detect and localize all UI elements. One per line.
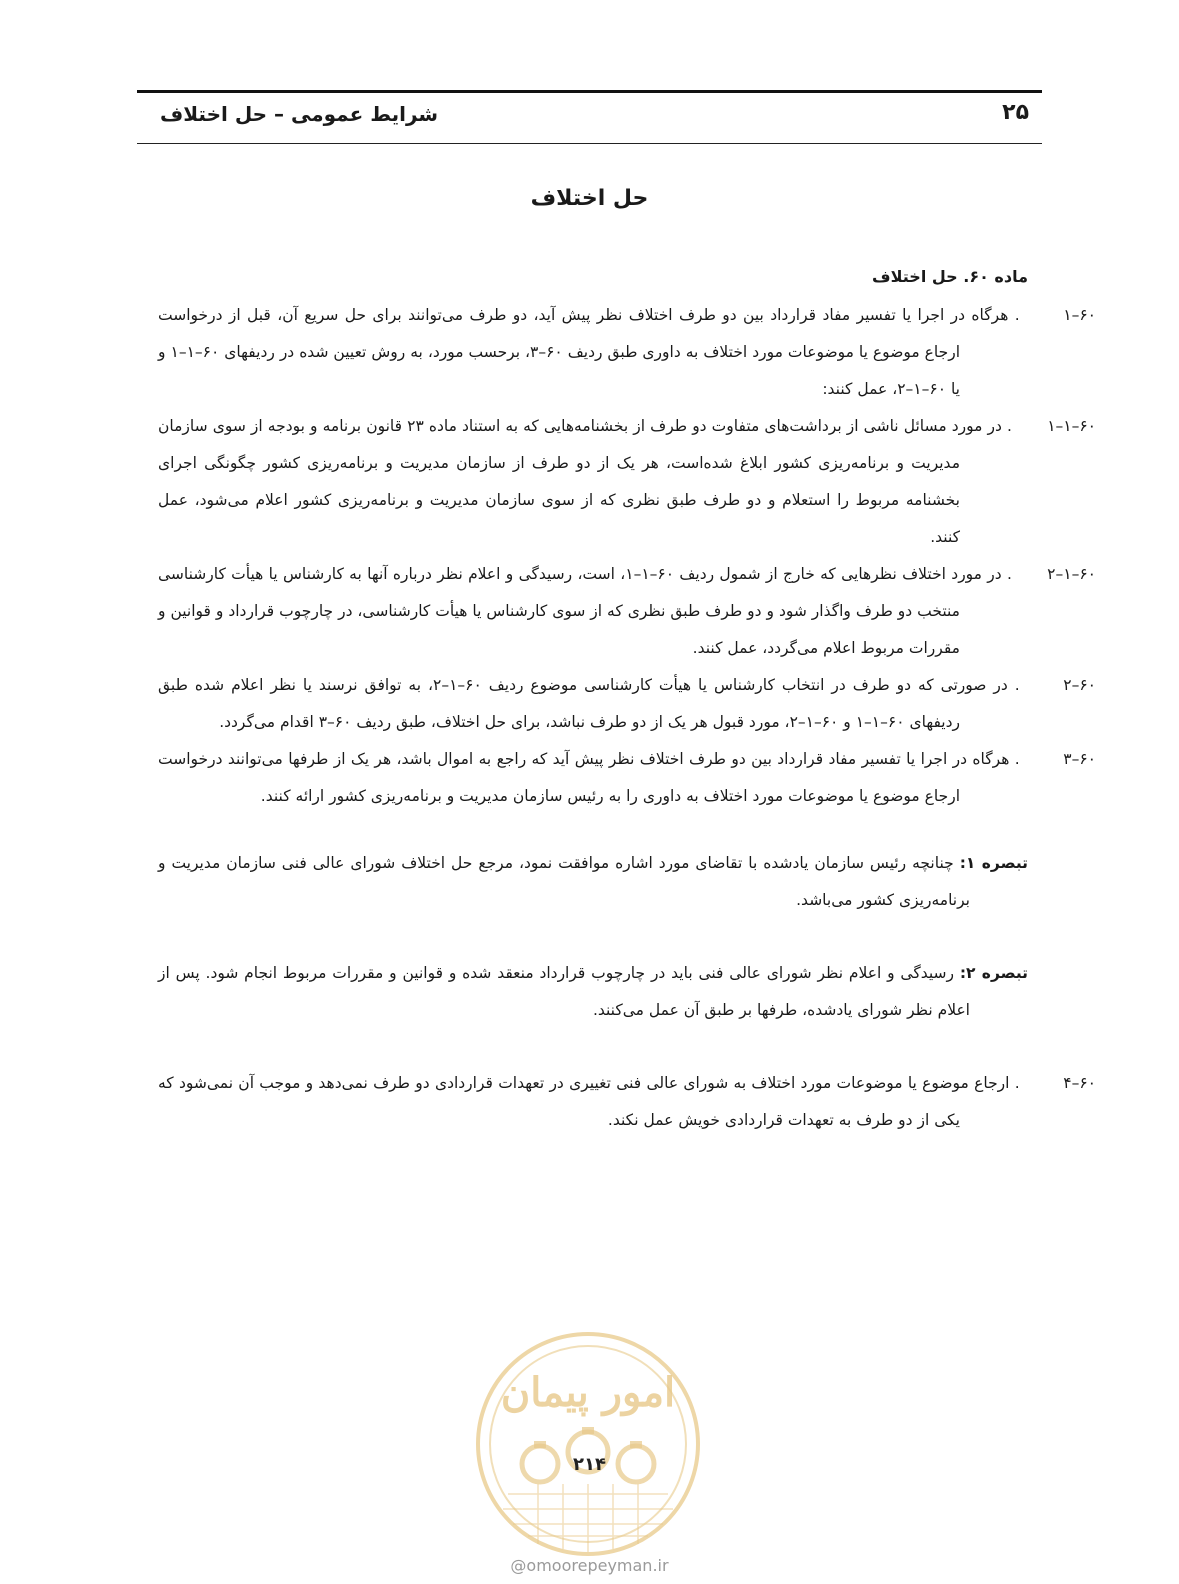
- clause-text: . در مورد اختلاف نظرهایی که خارج از شمول ردیف ۶۰–۱–۱، است، رسیدگی و اعلام نظر درباره آنها به کارشناس یا هیأت کارشناسی منتخب دو طرف واگذار شود و دو طرف طبق نظری که از سوی کارشناس یا هیأت کارشناسی، در چارچوب قرارداد و قوانین و مقررات مربوط اعلام می‌گردد، عمل کنند.: [158, 565, 1012, 657]
- clause-text: . هرگاه در اجرا یا تفسیر مفاد قرارداد بین دو طرف اختلاف نظر پیش آید که راجع به اموال باشد، هر یک از طرفها می‌توانند درخواست ارجاع موضوع یا موضوعات مورد اختلاف به داوری را به رئیس سازمان مدیریت و برنامه‌ریزی کشور ارائه کنند.: [158, 750, 1020, 805]
- document-body: [158, 258, 1096, 1139]
- clause-number: ۶۰–۳: [1063, 750, 1096, 768]
- header-top-rule: [137, 90, 1042, 93]
- clause-number: ۶۰–۱: [1063, 306, 1096, 324]
- clause-60-1: [158, 297, 1096, 408]
- note-text: چنانچه رئیس سازمان یادشده با تقاضای مورد اشاره موافقت نمود، مرجع حل اختلاف شورای عالی فنی سازمان مدیریت و برنامه‌ریزی کشور می‌باشد.: [158, 854, 970, 909]
- clause-text: . ارجاع موضوع یا موضوعات مورد اختلاف به شورای عالی فنی تغییری در تعهدات قراردادی دو طرف نمی‌دهد و موجب آن نمی‌شود که یکی از دو طرف به تعهدات قراردادی خویش عمل نکند.: [158, 1074, 1020, 1129]
- clause-60-1-1: [158, 408, 1096, 556]
- clause-number: ۶۰–۴: [1063, 1074, 1096, 1092]
- note-label: تبصره ۲:: [959, 964, 1029, 982]
- header-bottom-rule: [137, 143, 1042, 144]
- clause-60-2: [158, 667, 1096, 741]
- clause-number: ۶۰–۲: [1063, 676, 1096, 694]
- article-heading: ماده ۶۰. حل اختلاف: [872, 267, 1028, 286]
- note-text: رسیدگی و اعلام نظر شورای عالی فنی باید در چارچوب قرارداد منعقد شده و قوانین و مقررات مربوط انجام شود. پس از اعلام نظر شورای یادشده، طرفها بر طبق آن عمل می‌کنند.: [158, 964, 970, 1019]
- section-title: حل اختلاف: [530, 186, 649, 211]
- running-header-title: شرایط عمومی – حل اختلاف: [160, 102, 439, 126]
- note-label: تبصره ۱:: [959, 854, 1028, 872]
- clause-60-4: [158, 1065, 1096, 1139]
- clause-60-1-2: [158, 556, 1096, 667]
- note-2: [158, 955, 1028, 1029]
- footer-page-number: ۲۱۴: [573, 1454, 606, 1475]
- clause-text: . در صورتی که دو طرف در انتخاب کارشناس یا هیأت کارشناسی موضوع ردیف ۶۰–۱–۲، به توافق نرسند یا نظر اعلام شده طبق ردیفهای ۶۰–۱–۱ و ۶۰–۱–۲، مورد قبول هر یک از دو طرف نباشد، برای حل اختلاف، طبق ردیف ۶۰–۳ اقدام می‌گردد.: [158, 676, 1020, 731]
- running-header-page-number: ۲۵: [1002, 100, 1029, 125]
- stamp-lettering: امور پیمان: [500, 1369, 676, 1416]
- clause-60-3: [158, 741, 1096, 815]
- note-1: [158, 845, 1028, 919]
- clause-text: . هرگاه در اجرا یا تفسیر مفاد قرارداد بین دو طرف اختلاف نظر پیش آید، دو طرف می‌توانند برای حل سریع آن، قبل از درخواست ارجاع موضوع یا موضوعات مورد اختلاف به داوری طبق ردیف ۶۰–۳، برحسب مورد، به روش تعیین شده در ردیفهای ۶۰–۱–۱ و یا ۶۰–۱–۲، عمل کنند:: [158, 306, 1020, 398]
- watermark-url: @omoorepeyman.ir: [510, 1556, 669, 1575]
- clause-text: . در مورد مسائل ناشی از برداشت‌های متفاوت دو طرف از بخشنامه‌هایی که به استناد ماده ۲۳ قانون برنامه و بودجه از سوی سازمان مدیریت و برنامه‌ریزی کشور ابلاغ شده‌است، هر یک از دو طرف از سازمان مدیریت و برنامه‌ریزی کشور چگونگی اجرای بخشنامه مربوط را استعلام و دو طرف طبق نظری که از سوی سازمان مدیریت و برنامه‌ریزی کشور اعلام می‌شود، عمل کنند.: [158, 417, 1012, 546]
- clause-number: ۶۰–۱–۲: [1047, 565, 1096, 583]
- watermark-stamp-logo: [468, 1324, 708, 1564]
- clause-number: ۶۰–۱–۱: [1047, 417, 1096, 435]
